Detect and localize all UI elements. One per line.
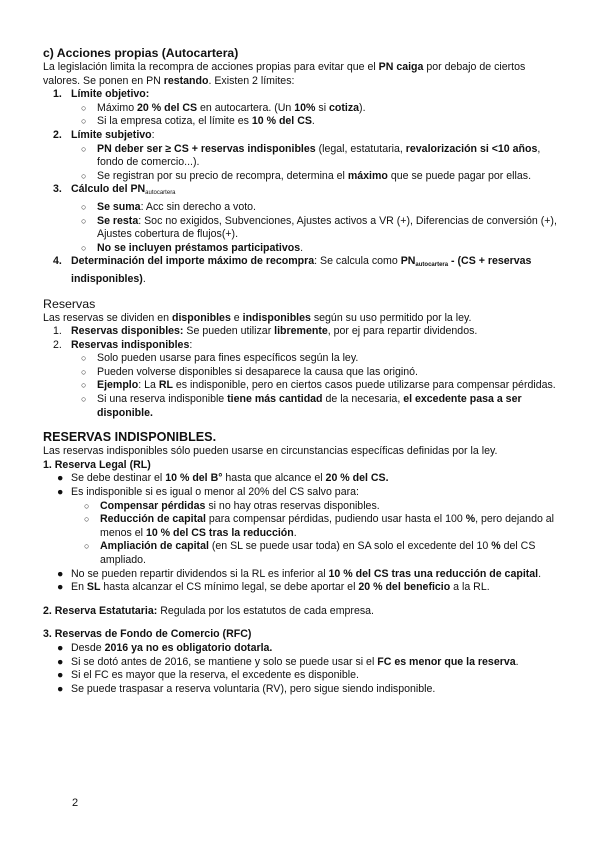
- subsection-heading-rfc: 3. Reservas de Fondo de Comercio (RFC): [43, 628, 252, 641]
- bold-text: Límite subjetivo: [71, 128, 152, 141]
- list-marker: 4.: [53, 255, 62, 268]
- text-run: , por ej para repartir dividendos.: [327, 325, 478, 338]
- text-run: Si una reserva indisponible: [97, 393, 228, 406]
- bold-text: %: [491, 540, 501, 553]
- text-run: : Se calcula como: [314, 255, 401, 268]
- sub-item-text: [97, 393, 522, 419]
- list-marker: 2.: [53, 338, 62, 351]
- text-run: para compensar pérdidas, pudiendo usar hasta el 100: [205, 513, 466, 526]
- circle-bullet-icon: ○: [84, 500, 90, 511]
- reserva-estatutaria-line: [43, 605, 563, 619]
- sub-item-text: [97, 242, 303, 254]
- text-run: Regulada por los estatutos de cada empresa.: [157, 604, 374, 617]
- circle-bullet-icon: ○: [84, 514, 90, 525]
- sub-list-item: [43, 500, 563, 514]
- text-run: .: [293, 526, 297, 539]
- bold-text: Determinación del importe máximo de recompra: [71, 255, 315, 268]
- bold-text: el excedente pasa a ser disponible.: [97, 393, 522, 419]
- sub-list-item: [43, 102, 563, 116]
- bullet-icon: ●: [57, 682, 64, 695]
- bold-text: 10 % del CS: [251, 115, 312, 128]
- bullet-item: [43, 581, 563, 595]
- text-run: Las reservas se dividen en: [43, 311, 172, 324]
- sub-list-item: [43, 540, 563, 567]
- subscript-text: autocartera: [145, 190, 176, 197]
- bold-text: 2016 ya no es obligatorio dotarla.: [104, 641, 273, 654]
- bold-text: 10 % del CS tras la reducción: [145, 526, 294, 539]
- bold-text: restando: [163, 74, 209, 87]
- bold-text: 2. Reserva Estatutaria:: [43, 604, 158, 617]
- page-number: 2: [72, 797, 79, 809]
- bullet-item: [43, 656, 563, 670]
- bullet-icon: ●: [57, 669, 64, 682]
- bold-text: cotiza: [329, 101, 360, 114]
- circle-bullet-icon: ○: [81, 366, 87, 377]
- text-run: que se puede pagar por ellas.: [387, 169, 532, 182]
- bullet-icon: ●: [57, 567, 64, 580]
- list-item: [43, 325, 563, 339]
- subsection-heading-reserva-legal: 1. Reserva Legal (RL): [43, 458, 151, 471]
- bold-text: 10%: [294, 101, 316, 114]
- circle-bullet-icon: ○: [81, 143, 87, 154]
- list-item: [43, 255, 563, 286]
- sub-list-item: [43, 215, 563, 242]
- text-run: si: [315, 101, 330, 114]
- text-run: Si la empresa cotiza, el límite es: [97, 115, 252, 128]
- text-run: . Existen 2 límites:: [208, 74, 295, 87]
- text-run: La legislación limita la recompra de acciones propias para evitar que el: [43, 61, 379, 73]
- sub-list-item: [43, 352, 563, 366]
- text-run: hasta que alcance el: [222, 472, 326, 485]
- sub-item-text: [97, 143, 540, 169]
- bold-text: Cálculo del PN: [71, 183, 146, 196]
- bullet-icon: ●: [57, 581, 64, 594]
- bold-text: Se resta: [97, 214, 139, 227]
- list-item-text: [71, 325, 477, 337]
- text-run: : La: [138, 379, 159, 392]
- text-run: por debajo de ciertos valores. Se ponen en PN: [43, 61, 526, 87]
- sub-item-text: [97, 352, 358, 364]
- list-item-text: [71, 183, 176, 195]
- list-item: [43, 183, 563, 201]
- circle-bullet-icon: ○: [81, 170, 87, 181]
- list-item-text: [71, 88, 149, 100]
- text-run: Pueden volverse disponibles si desaparece la causa que las originó.: [97, 365, 418, 378]
- text-run: No se pueden repartir dividendos si la RL es inferior al: [71, 567, 329, 580]
- circle-bullet-icon: ○: [81, 242, 87, 253]
- text-run: , fondo de comercio...).: [97, 142, 541, 169]
- text-run: Si se dotó antes de 2016, se mantiene y solo se puede usar si el: [71, 655, 378, 668]
- bullet-item: [43, 472, 563, 486]
- sub-item-text: [100, 513, 554, 539]
- reserva-legal-list: [43, 472, 563, 594]
- bullet-text: [71, 568, 541, 580]
- sub-list-item: [43, 242, 563, 256]
- bold-text: 10 % del B°: [165, 472, 223, 485]
- sub-list-item: [43, 170, 563, 184]
- page-content: [43, 46, 563, 696]
- text-run: :: [151, 128, 155, 141]
- bullet-item: [43, 486, 563, 500]
- list-item: [43, 88, 563, 102]
- list-item-text: [71, 129, 155, 141]
- bold-text: - (CS + reservas indisponibles): [71, 255, 532, 285]
- reservas-list: [43, 325, 563, 420]
- bold-text: Ampliación de capital: [100, 540, 209, 553]
- sub-item-text: [97, 115, 315, 127]
- bullet-text: [71, 683, 435, 695]
- bold-text: 20 % del CS.: [325, 472, 389, 485]
- section-title-reservas-indisponibles: RESERVAS INDISPONIBLES.: [43, 430, 217, 445]
- sub-list-item: [43, 379, 563, 393]
- bold-text: FC es menor que la reserva: [377, 655, 516, 668]
- sub-item-text: [97, 379, 556, 391]
- list-item: [43, 339, 563, 353]
- bullet-item: [43, 568, 563, 582]
- list-item-text: [71, 339, 192, 351]
- sub-item-text: [97, 170, 531, 182]
- bold-text: 20 % del CS: [137, 101, 198, 114]
- sub-list-item: [43, 393, 563, 420]
- circle-bullet-icon: ○: [81, 380, 87, 391]
- list-marker: 1.: [53, 88, 62, 101]
- sub-list-item: [43, 143, 563, 170]
- section-title-acciones-propias: c) Acciones propias (Autocartera): [43, 46, 239, 60]
- bold-text: PN deber ser ≥ CS + reservas indisponibles: [97, 142, 316, 155]
- text-run: Solo pueden usarse para fines específicos según la ley.: [97, 352, 359, 365]
- text-run: hasta alcanzar el CS mínimo legal, se debe aportar el: [100, 581, 359, 594]
- text-run: Se registran por su precio de recompra, determina el: [97, 169, 348, 182]
- text-run: .: [538, 567, 542, 580]
- sub-list-item: [43, 513, 563, 540]
- text-run: según su uso permitido por la ley.: [310, 311, 472, 324]
- section-intro: [43, 445, 563, 459]
- bold-text: PN caiga: [378, 61, 424, 73]
- sub-item-text: [97, 366, 418, 378]
- text-run: En: [71, 581, 87, 594]
- bold-text: SL: [86, 581, 101, 594]
- bullet-icon: ●: [57, 641, 64, 654]
- bullet-item: [43, 669, 563, 683]
- bold-text: Reservas disponibles:: [71, 325, 184, 338]
- bullet-item: [43, 683, 563, 697]
- bold-text: Ejemplo: [97, 379, 139, 392]
- text-run: Desde: [71, 641, 105, 654]
- text-run: .: [515, 655, 519, 668]
- bold-text: Se suma: [97, 200, 141, 213]
- text-run: si no hay otras reservas disponibles.: [205, 499, 380, 512]
- list-item-text: [71, 255, 531, 285]
- bold-text: revalorización si <10 años: [405, 142, 538, 155]
- bold-text: tiene más cantidad: [227, 393, 323, 406]
- text-run: : Soc no exigidos, Subvenciones, Ajustes activos a VR (+), Diferencias de conversión (+), Ajustes cobertura de flujos(+).: [97, 214, 557, 241]
- subscript-text: autocartera: [415, 262, 449, 269]
- bullet-text: [71, 581, 490, 593]
- bold-text: 20 % del beneficio: [358, 581, 451, 594]
- text-run: de la necesaria,: [322, 393, 404, 406]
- text-run: Se debe destinar el: [71, 472, 166, 485]
- list-marker: 1.: [53, 325, 62, 338]
- bold-text: Reservas indisponibles: [71, 338, 190, 351]
- text-run: :: [189, 338, 193, 351]
- bullet-text: [71, 486, 359, 498]
- circle-bullet-icon: ○: [81, 353, 87, 364]
- text-run: Las reservas indisponibles sólo pueden usarse en circunstancias específicas definidas por la ley.: [43, 445, 498, 458]
- circle-bullet-icon: ○: [81, 394, 87, 405]
- sub-list-item: [43, 366, 563, 380]
- text-run: Se puede traspasar a reserva voluntaria (RV), pero sigue siendo indisponible.: [71, 682, 436, 695]
- text-run: Es indisponible si es igual o menor al 20% del CS salvo para:: [71, 486, 359, 499]
- text-run: (en SL se puede usar toda) en SA solo el excedente del 10: [208, 540, 492, 553]
- bold-text: PN: [400, 255, 416, 268]
- bullet-text: [71, 642, 272, 654]
- text-run: e: [230, 311, 243, 324]
- list-marker: 2.: [53, 128, 62, 141]
- circle-bullet-icon: ○: [81, 116, 87, 127]
- text-run: Se pueden utilizar: [183, 325, 275, 338]
- sub-item-text: [97, 215, 557, 241]
- text-run: .: [311, 115, 315, 128]
- sub-list-item: [43, 201, 563, 215]
- bullet-icon: ●: [57, 486, 64, 499]
- sub-item-text: [100, 500, 380, 512]
- sub-list-item: [43, 115, 563, 129]
- bold-text: RL: [158, 379, 173, 392]
- bullet-icon: ●: [57, 655, 64, 668]
- text-run: .: [300, 241, 304, 254]
- bullet-icon: ●: [57, 472, 64, 485]
- list-item: [43, 129, 563, 143]
- section-title-reservas: Reservas: [43, 296, 96, 311]
- section-intro: [43, 61, 563, 88]
- bold-text: No se incluyen préstamos participativos: [97, 241, 301, 254]
- rfc-list: [43, 642, 563, 696]
- bold-text: indisponibles: [242, 311, 311, 324]
- text-run: Máximo: [97, 101, 138, 114]
- text-run: .: [142, 272, 146, 285]
- circle-bullet-icon: ○: [81, 102, 87, 113]
- sub-item-text: [97, 102, 366, 114]
- bold-text: máximo: [347, 169, 388, 182]
- section-intro: [43, 312, 563, 326]
- text-run: es indisponible, pero en ciertos casos puede utilizarse para compensar pérdidas.: [172, 379, 556, 392]
- bold-text: libremente: [274, 325, 328, 338]
- text-run: : Acc sin derecho a voto.: [140, 200, 256, 213]
- text-run: a la RL.: [450, 581, 490, 594]
- list-marker: 3.: [53, 183, 62, 196]
- bold-text: Compensar pérdidas: [100, 499, 206, 512]
- text-run: ).: [359, 101, 366, 114]
- bullet-text: [71, 656, 519, 668]
- text-run: , pero dejando al menos el: [100, 513, 555, 539]
- bullet-text: [71, 669, 359, 681]
- text-run: Si el FC es mayor que la reserva, el excedente es disponible.: [71, 669, 359, 682]
- bold-text: %: [465, 513, 476, 526]
- limits-list: [43, 88, 563, 286]
- text-run: (legal, estatutaria,: [315, 142, 406, 155]
- bold-text: Límite objetivo:: [71, 88, 150, 101]
- circle-bullet-icon: ○: [81, 215, 87, 226]
- sub-item-text: [100, 540, 535, 566]
- bold-text: Reducción de capital: [100, 513, 206, 526]
- text-run: del CS ampliado.: [100, 540, 536, 566]
- text-run: en autocartera. (Un: [197, 101, 295, 114]
- circle-bullet-icon: ○: [84, 541, 90, 552]
- bold-text: 10 % del CS tras una reducción de capital: [328, 567, 539, 580]
- sub-item-text: [97, 201, 256, 213]
- bullet-item: [43, 642, 563, 656]
- circle-bullet-icon: ○: [81, 201, 87, 212]
- bullet-text: [71, 472, 389, 484]
- bold-text: disponibles: [171, 311, 231, 324]
